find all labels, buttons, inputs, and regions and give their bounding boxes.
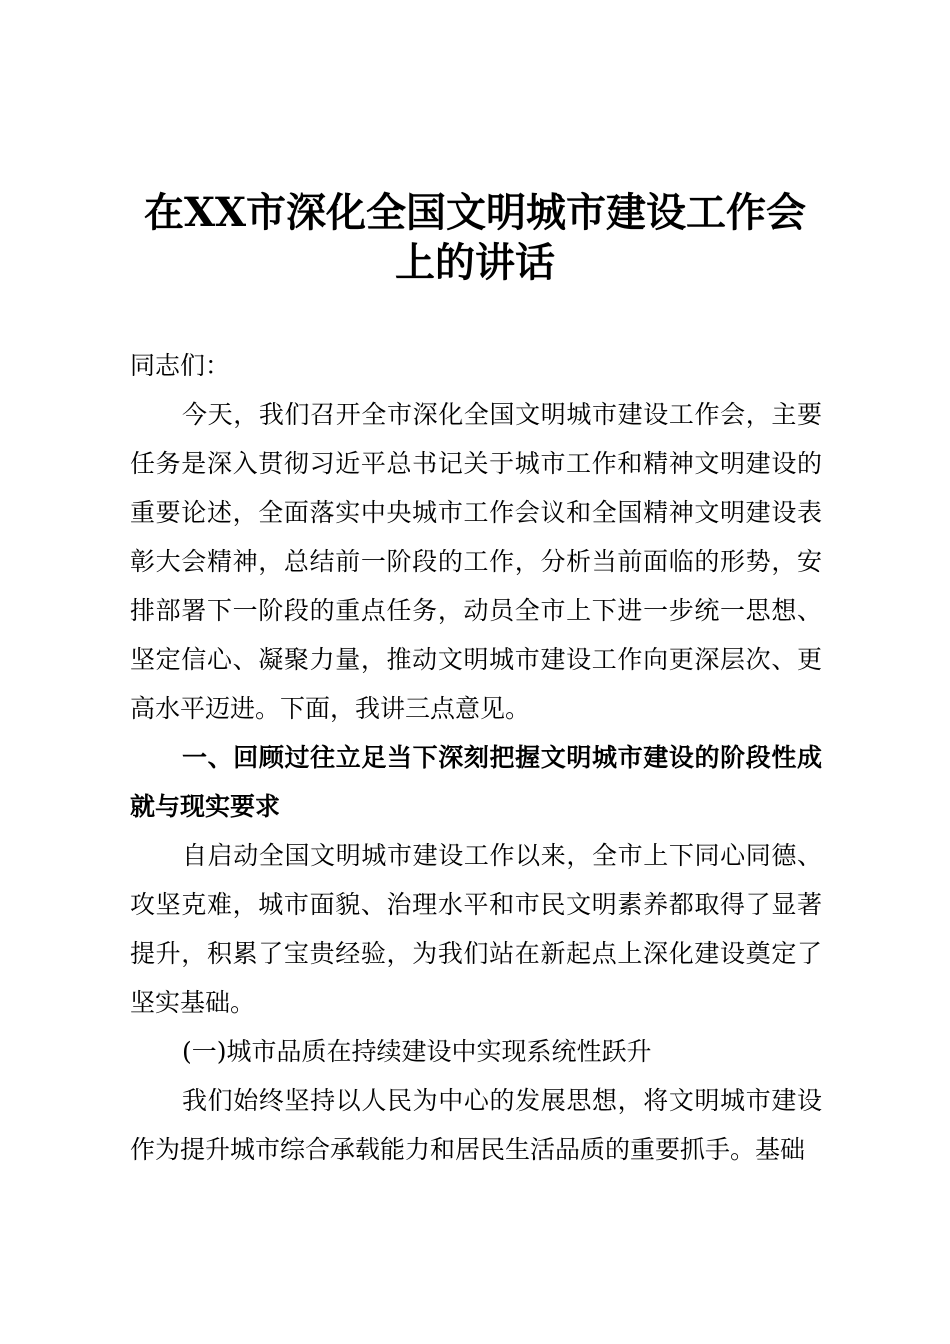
- text-line: 我们始终坚持以人民为中心的发展思想，将文明城市建设: [182, 1086, 822, 1115]
- text-line: 高水平迈进。下面，我讲三点意见。: [130, 694, 531, 723]
- text-line: 自启动全国文明城市建设工作以来，全市上下同心同德、: [182, 841, 822, 870]
- text-line: 一、回顾过往立足当下深刻把握文明城市建设的阶段性成: [182, 743, 822, 772]
- text-line: 作为提升城市综合承载能力和居民生活品质的重要抓手。基础: [130, 1135, 806, 1164]
- paragraph: [130, 831, 822, 1027]
- document-body: [130, 341, 822, 1174]
- text-line: 排部署下一阶段的重点任务，动员全市上下进一步统一思想、: [130, 596, 822, 625]
- subsection-heading: [130, 1027, 822, 1076]
- text-line: 任务是深入贯彻习近平总书记关于城市工作和精神文明建设的: [130, 449, 822, 478]
- text-line: 坚实基础。: [130, 988, 256, 1017]
- title-line-2: 上的讲话: [395, 239, 555, 286]
- text-line: 攻坚克难，城市面貌、治理水平和市民文明素养都取得了显著: [130, 890, 822, 919]
- document-title: [0, 188, 950, 288]
- text-line: (一)城市品质在持续建设中实现系统性跃升: [182, 1037, 652, 1066]
- text-line: 坚定信心、凝聚力量，推动文明城市建设工作向更深层次、更: [130, 645, 822, 674]
- section-heading: [130, 733, 822, 831]
- text-line: 就与现实要求: [130, 792, 281, 821]
- paragraph: [130, 390, 822, 733]
- text-line: 今天，我们召开全市深化全国文明城市建设工作会，主要: [182, 400, 822, 429]
- text-line: 提升，积累了宝贵经验，为我们站在新起点上深化建设奠定了: [130, 939, 822, 968]
- salutation: 同志们：: [130, 351, 231, 380]
- text-line: 重要论述，全面落实中央城市工作会议和全国精神文明建设表: [130, 498, 822, 527]
- paragraph: [130, 1076, 822, 1174]
- text-line: 彰大会精神，总结前一阶段的工作，分析当前面临的形势，安: [130, 547, 822, 576]
- title-line-1: 在XX市深化全国文明城市建设工作会: [143, 189, 807, 236]
